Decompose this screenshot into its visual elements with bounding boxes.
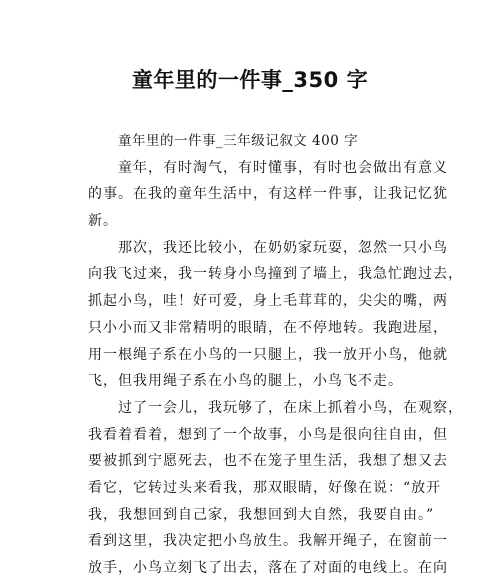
text-line: 那次，我还比较小，在奶奶家玩耍，忽然一只小鸟: [118, 239, 448, 256]
text-line: 向我飞过来，我一转身小鸟撞到了墙上，我急忙跑过去，: [88, 266, 463, 283]
text-line: 抓起小鸟，哇！好可爱，身上毛茸茸的，尖尖的嘴，两: [88, 293, 448, 310]
text-line: 飞，但我用绳子系在小鸟的腿上，小鸟飞不走。: [88, 373, 403, 390]
text-line: 我看着看着，想到了一个故事，小鸟是很向往自由，但: [88, 426, 448, 443]
text-line: 我，我想回到自己家，我想回到大自然，我要自由。”: [88, 506, 435, 523]
text-line: 用一根绳子系在小鸟的一只腿上，我一放开小鸟，他就: [88, 346, 448, 363]
text-line: 看它，它转过头来看我，那双眼睛，好像在说：“放开: [88, 479, 442, 496]
text-line: 过了一会儿，我玩够了，在床上抓着小鸟，在观察，: [118, 399, 463, 416]
text-line: 的事。在我的童年生活中，有这样一件事，让我记忆犹: [88, 186, 448, 203]
text-line: 看到这里，我决定把小鸟放生。我解开绳子，在窗前一: [88, 533, 448, 550]
document-subtitle: 童年里的一件事_三年级记叙文 400 字: [118, 133, 359, 149]
paragraph-3: [88, 395, 463, 582]
document-body: [88, 128, 463, 582]
text-line: 放手，小鸟立刻飞了出去，落在了对面的电线上。在向: [88, 560, 448, 576]
paragraph-1: [88, 155, 448, 235]
text-line: 要被抓到宁愿死去，也不在笼子里生活，我想了想又去: [88, 453, 448, 470]
text-line: 童年，有时淘气，有时懂事，有时也会做出有意义: [118, 159, 448, 176]
text-line: 只小小而又非常精明的眼睛，在不停地转。我跑进屋，: [88, 319, 448, 336]
document-title: 童年里的一件事_350 字: [131, 68, 369, 92]
text-line: 新。: [88, 213, 118, 230]
paragraph-2: [88, 235, 463, 395]
